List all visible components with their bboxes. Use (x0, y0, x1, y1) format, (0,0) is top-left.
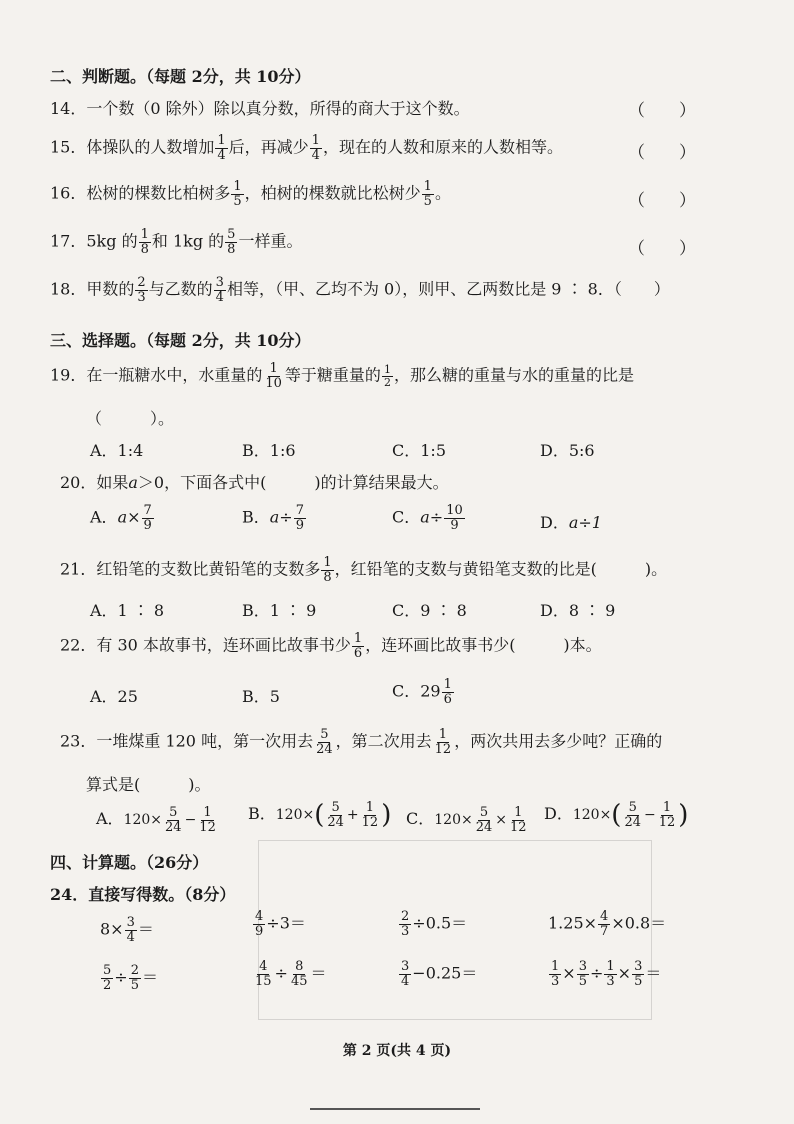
answer-paren-16[interactable]: （ ） (628, 191, 696, 211)
q23-option-c[interactable]: C．120× $\frac{5}{24}$ × $\frac{1}{12}$ (406, 805, 527, 835)
q20-option-a[interactable]: A．a× $\frac{7}{9}$ (90, 503, 152, 533)
calc-item-7: $\frac{3}{4}$ −0.25＝ (401, 959, 478, 989)
q23-option-a[interactable]: A．120× $\frac{5}{24}$ − $\frac{1}{12}$ (96, 805, 216, 835)
answer-paren-15[interactable]: （ ） (628, 143, 696, 163)
question-24-title: 24．直接写得数。（8分） (50, 885, 236, 904)
q20-option-d[interactable]: D．a÷1 (540, 513, 602, 532)
question-22: 22．有 30 本故事书，连环画比故事书少 $\frac{1}{6}$ ，连环画比故事书少( )本。 (60, 631, 602, 661)
answer-paren-17[interactable]: （ ） (628, 239, 696, 259)
question-19-blank[interactable]: （ ）。 (86, 409, 175, 428)
question-14: 14．一个数（0 除外）除以真分数，所得的商大于这个数。 (50, 99, 470, 118)
q19-option-d[interactable]: D．5:6 (540, 441, 595, 460)
q21-option-c[interactable]: C．9 ∶ 8 (392, 601, 467, 620)
question-19: 19．在一瓶糖水中，水重量的 $\frac{1}{10}$ 等于糖重量的 $\frac{1}{2}$ ，那么糖的重量与水的重量的比是 (50, 361, 634, 391)
section-3-title: 三、选择题。（每题 2分，共 10分） (50, 331, 311, 350)
calc-item-6: $\frac{4}{15}$ ÷ $\frac{8}{45}$ ＝ (255, 959, 327, 989)
q23-option-d[interactable]: D．120×( $\frac{5}{24}$ − $\frac{1}{12}$ ) (544, 799, 689, 830)
q21-option-d[interactable]: D．8 ∶ 9 (540, 601, 616, 620)
q20-option-c[interactable]: C．a÷ $\frac{10}{9}$ (392, 503, 463, 533)
question-15: 15．体操队的人数增加 $\frac{1}{4}$ 后，再减少 $\frac{1}{4}$ ，现在的人数和原来的人数相等。 (50, 133, 563, 163)
calc-item-3: $\frac{2}{3}$ ÷0.5＝ (401, 909, 468, 939)
q23-option-b[interactable]: B．120×( $\frac{5}{24}$ + $\frac{1}{12}$ ) (248, 799, 392, 830)
calc-item-8: $\frac{1}{3}$ × $\frac{3}{5}$ ÷ $\frac{1}{3}$ × $\frac{3}{5}$ ＝ (551, 959, 662, 989)
question-18: 18．甲数的 $\frac{2}{3}$ 与乙数的 $\frac{3}{4}$ 相等，（甲、乙均不为 0），则甲、乙两数比是 9 ∶ 8．（ ） (50, 275, 670, 305)
page-number: 第 2 页(共 4 页) (342, 1043, 452, 1059)
question-21: 21．红铅笔的支数比黄铅笔的支数多 $\frac{1}{8}$ ，红铅笔的支数与黄铅笔支数的比是( )。 (60, 555, 668, 585)
q22-option-a[interactable]: A．25 (90, 687, 138, 706)
question-20: 20．如果a＞0，下面各式中( )的计算结果最大。 (60, 473, 449, 492)
section-4-title: 四、计算题。（26分） (50, 853, 209, 872)
section-2-title: 二、判断题。（每题 2分，共 10分） (50, 67, 311, 86)
q21-option-b[interactable]: B．1 ∶ 9 (242, 601, 317, 620)
bottom-divider (310, 1108, 480, 1110)
question-17: 17．5kg 的 $\frac{1}{8}$ 和 1kg 的 $\frac{5}{8}$ 一样重。 (50, 227, 303, 257)
q21-option-a[interactable]: A．1 ∶ 8 (90, 601, 165, 620)
calc-item-1: 8× $\frac{3}{4}$ ＝ (100, 915, 154, 945)
calc-item-2: $\frac{4}{9}$ ÷3＝ (255, 909, 306, 939)
q19-option-a[interactable]: A．1:4 (90, 441, 144, 460)
q22-option-b[interactable]: B．5 (242, 687, 280, 706)
question-23-line2: 算式是( )。 (86, 775, 211, 794)
q22-option-c[interactable]: C．29 $\frac{1}{6}$ (392, 677, 452, 707)
q19-option-b[interactable]: B．1:6 (242, 441, 296, 460)
question-16: 16．松树的棵数比柏树多 $\frac{1}{5}$ ，柏树的棵数就比松树少 $\frac{1}{5}$ 。 (50, 179, 451, 209)
question-23: 23．一堆煤重 120 吨，第一次用去 $\frac{5}{24}$ ，第二次用去 $\frac{1}{12}$ ，两次共用去多少吨？正确的 (60, 727, 663, 757)
calc-item-4: 1.25× $\frac{4}{7}$ ×0.8＝ (548, 909, 667, 939)
calc-item-5: $\frac{5}{2}$ ÷ $\frac{2}{5}$ ＝ (103, 963, 158, 993)
answer-paren-14[interactable]: （ ） (628, 101, 696, 121)
q20-option-b[interactable]: B．a÷ $\frac{7}{9}$ (242, 503, 304, 533)
q19-option-c[interactable]: C．1:5 (392, 441, 446, 460)
